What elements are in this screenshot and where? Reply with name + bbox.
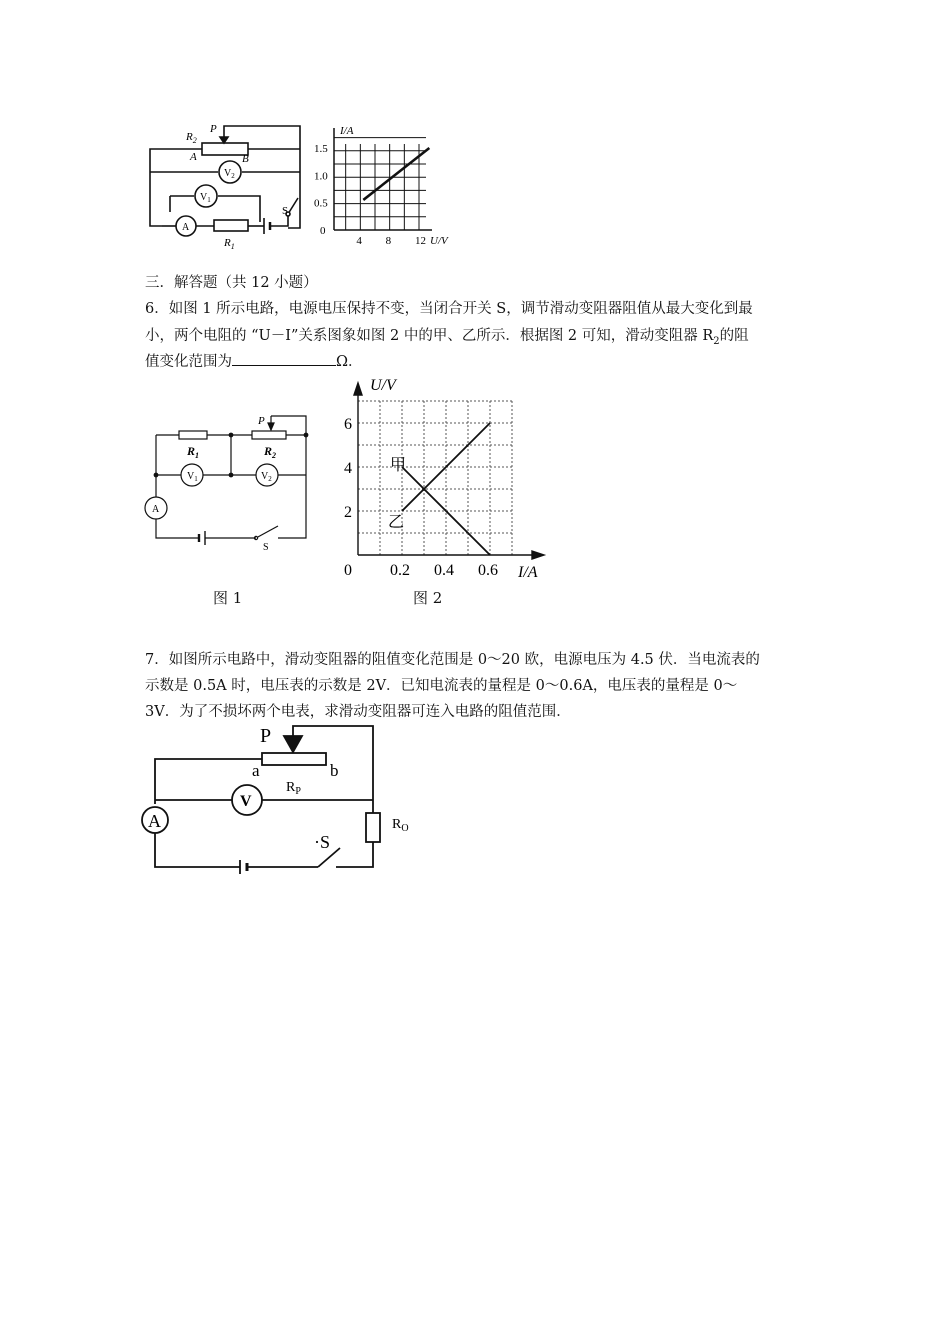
- q6-line-3-head: 值变化范围为: [145, 354, 232, 370]
- top-iu-graph: [312, 120, 448, 250]
- q6-graph-ylabel: U/V: [370, 377, 396, 394]
- q6-line-2-tail: 的阻: [719, 328, 749, 344]
- q7-r0-label: $R_O$: [392, 817, 409, 834]
- top-graph-ytick: 1.5: [314, 143, 328, 155]
- top-graph-xtick: 4: [356, 235, 362, 247]
- q6-r2-label: $R_2$: [264, 444, 277, 460]
- q6-graph-xlabel: I/A: [518, 564, 538, 581]
- s-label: S: [282, 205, 289, 217]
- q6-graph-xtick: 0.2: [390, 562, 410, 579]
- q7-switch-label: ·S: [314, 832, 331, 852]
- q6-figure-2-caption: 图 2: [413, 589, 443, 607]
- q6-answer-blank[interactable]: [232, 351, 336, 366]
- b-label: B: [242, 153, 249, 165]
- q7-line-3: 3V．为了不损坏两个电表，求滑动变阻器可连入电路的阻值范围．: [145, 704, 571, 720]
- q6-line-3-tail: Ω．: [336, 354, 363, 370]
- q6-p-label: P: [258, 415, 265, 427]
- top-graph-xlabel: U/V: [430, 235, 448, 247]
- r2-label: $R_2$: [186, 131, 197, 145]
- a-label: A: [190, 151, 197, 163]
- top-graph-ytick: 0: [320, 225, 326, 237]
- q7-b-label: b: [330, 761, 339, 780]
- q7-line-2: 示数是 0.5A 时，电压表的示数是 2V．已知电流表的量程是 0～0.6A，电压表的量程是 0～: [145, 678, 738, 694]
- v1-label: $V_1$: [200, 192, 211, 204]
- q6-figure-1-circuit: [145, 408, 320, 553]
- v2-label: $V_2$: [224, 168, 235, 180]
- q7-voltmeter-label: V: [240, 793, 252, 810]
- q6-graph-ytick: 6: [344, 416, 352, 433]
- q6-graph-ytick: 4: [344, 460, 352, 477]
- top-graph-ylabel: I/A: [340, 125, 354, 137]
- q7-circuit-diagram: [140, 720, 420, 875]
- q6-graph-xtick: 0.6: [478, 562, 498, 579]
- q6-r1-label: $R_1$: [187, 444, 200, 460]
- q6-graph-label-jia: 甲: [390, 457, 407, 474]
- r1-label: $R_1$: [224, 237, 235, 251]
- q6-figure-2-graph: [330, 375, 555, 585]
- p-label: P: [210, 123, 217, 135]
- top-circuit-diagram: [140, 118, 310, 253]
- q6-switch-label: S: [263, 542, 269, 553]
- q7-p-label: P: [260, 725, 272, 747]
- section-title: 三．解答题（共 12 小题）: [145, 275, 318, 291]
- top-graph-xtick: 8: [385, 235, 392, 247]
- q6-r2-subscript: 2: [713, 335, 720, 347]
- q6-line-1: 6．如图 1 所示电路，电源电压保持不变，当闭合开关 S，调节滑动变阻器阻值从最大变化到最: [145, 301, 753, 317]
- q6-ammeter-label: A: [152, 504, 160, 515]
- q6-graph-origin: 0: [344, 562, 352, 579]
- q6-v2-label: $V_2$: [261, 471, 272, 483]
- q6-line-2-text: 小，两个电阻的 “U－I”关系图象如图 2 中的甲、乙所示．根据图 2 可知，滑动变阻器 R: [145, 328, 714, 344]
- q6-graph-label-yi: 乙: [388, 514, 405, 531]
- q6-line-3: [145, 350, 363, 374]
- q6-v1-label: $V_1$: [187, 471, 198, 483]
- q7-ammeter-label: A: [148, 811, 161, 831]
- top-graph-xtick: 12: [415, 235, 426, 247]
- q6-figure-1-caption: 图 1: [213, 589, 243, 607]
- q6-graph-xtick: 0.4: [434, 562, 454, 579]
- q7-a-label: a: [252, 761, 260, 780]
- q7-line-1: 7．如图所示电路中，滑动变阻器的阻值变化范围是 0～20 欧，电源电压为 4.5 伏．当电流表的: [145, 652, 760, 668]
- top-graph-ytick: 0.5: [314, 197, 328, 210]
- q6-graph-ytick: 2: [344, 504, 352, 521]
- q7-rp-label: $R_P$: [286, 780, 301, 797]
- top-graph-ytick: 1.0: [314, 170, 328, 183]
- ammeter-label: A: [182, 222, 190, 233]
